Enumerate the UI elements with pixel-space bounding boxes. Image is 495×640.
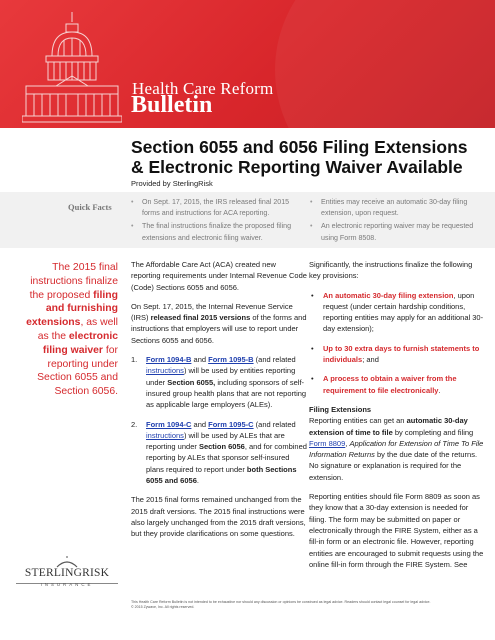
text: ) will be used by entities reporting under: [146, 366, 296, 387]
quick-facts-label: Quick Facts: [68, 202, 112, 212]
text: .: [196, 476, 199, 486]
logo-subtitle: INSURANCE: [40, 582, 94, 587]
bold-text: both Sections 6055 and 6056: [146, 464, 297, 486]
footer-disclaimer: [131, 600, 481, 610]
text: , upon request (under certain hardship conditions, reporting entities may apply for an additional 30-day extension);: [323, 290, 484, 334]
text: , and for combined reporting by ALEs that sponsor self-insured plans required to report under: [146, 442, 307, 474]
quick-fact-item: • On Sept. 17, 2015, the IRS released final 2015 forms and instructions for ACA reporting.: [131, 197, 307, 219]
quick-fact-item: • An electronic reporting waiver may be requested using Form 8508.: [310, 221, 486, 243]
paragraph: [131, 301, 307, 346]
form-1094-b-link[interactable]: Form 1094-B: [146, 355, 192, 365]
text: .: [438, 385, 441, 395]
sterlingrisk-logo: [12, 556, 122, 612]
form-1095-b-link[interactable]: Form 1095-B: [208, 355, 254, 365]
text: ,: [345, 438, 350, 448]
header-banner: [0, 0, 495, 128]
body-column-1: [131, 259, 307, 548]
banner-title-line1: Health Care Reform: [132, 79, 274, 98]
paragraph: [309, 415, 485, 483]
quick-facts-left: [131, 197, 307, 246]
text: ) will be used by ALEs that are reporting under: [146, 430, 285, 452]
quick-facts-right: [310, 197, 486, 246]
text: (and related: [253, 355, 296, 365]
text: by completing and filing: [392, 427, 474, 437]
provisions-list: [309, 290, 485, 396]
capitol-building-icon: [22, 10, 122, 128]
highlight-text: Up to 30 extra days to furnish statements to individuals: [323, 343, 480, 365]
paragraph: The 2015 final forms remained unchanged from the 2015 draft versions. The 2015 final instructions were also largely unchanged from the 2015 draft versions, but they provide clarifications on some questions.: [131, 495, 306, 539]
text: of the forms and instructions that employers will use to report under Sections 6055 and 6056.: [131, 313, 307, 345]
pull-quote: [20, 261, 118, 399]
disclaimer-text: This Health Care Reform Bulletin is not intended to be exhaustive nor should any discussion or opinions be construed as legal advice. Readers should contact legal counsel for legal advice.: [131, 600, 431, 604]
forms-list: [131, 354, 307, 486]
pull-quote-bold: electronic filing waiver: [42, 330, 118, 356]
quick-fact-item: • Entities may receive an automatic 30-day filing extension, upon request.: [310, 197, 486, 219]
highlight-text: An automatic 30-day filing extension: [323, 290, 454, 300]
list-item: [131, 354, 307, 410]
bold-text: automatic 30-day extension of time to file: [309, 416, 468, 437]
body-column-2: [309, 259, 485, 578]
list-item: [309, 373, 485, 396]
quick-fact-item: • The final instructions finalize the proposed filing extensions and electronic filing waiver.: [131, 221, 307, 243]
bold-text: Section 6056: [198, 442, 245, 452]
list-number: 1.: [131, 355, 138, 365]
copyright-text: © 2015 Zywave, Inc. All rights reserved.: [131, 605, 195, 609]
list-item: [131, 419, 307, 487]
paragraph: Reporting entities should file Form 8809 as soon as they know that a 30-day extension is needed for filing. The form may be submitted on paper or electronically through the FIRE System, either as a fill-in form or an electronic file. However, reporting entities are encouraged to submit requests using the online fill-in form through the FIRE System. See: [309, 492, 484, 569]
instructions-b-link[interactable]: instructions: [146, 366, 184, 376]
paragraph: Significantly, the instructions finalize the following key provisions:: [309, 260, 473, 281]
highlight-text: A process to obtain a waiver from the requirement to file electronically: [323, 374, 457, 395]
form-8809-link[interactable]: Form 8809: [309, 438, 346, 448]
text: Reporting entities can get an: [309, 416, 407, 426]
article-title: Section 6055 and 6056 Filing Extensions & Electronic Reporting Waiver Available: [131, 137, 468, 177]
form-1094-c-link[interactable]: Form 1094-C: [146, 419, 192, 429]
banner-decoration: [275, 0, 495, 128]
bold-text: Section 6055,: [167, 377, 216, 387]
logo-name: STERLINGRISK: [24, 567, 110, 579]
text: by the due date of the returns. No signature or explanation is required for the extension.: [309, 450, 478, 482]
banner-title-line2: Bulletin: [131, 92, 213, 118]
text: (and related: [253, 419, 296, 429]
italic-text: Application for Extension of Time To File Information Returns: [309, 438, 484, 460]
text: On Sept. 17, 2015, the Internal Revenue Service (IRS): [131, 301, 293, 323]
list-item: [309, 290, 485, 335]
list-number: 2.: [131, 419, 138, 429]
text: including sponsors of self-insured group health plans that are not reporting as applicable large employers (ALEs).: [146, 377, 307, 410]
pull-quote-text: The 2015 final instructions finalize the proposed: [29, 262, 118, 301]
instructions-c-link[interactable]: instructions: [146, 430, 184, 440]
provided-by: Provided by SterlingRisk: [131, 179, 213, 188]
text: and: [191, 355, 209, 365]
list-item: [309, 343, 485, 366]
text: ; and: [362, 355, 379, 365]
pull-quote-text: , as well as the: [37, 317, 118, 342]
pull-quote-bold: filing and furnishing extensions: [26, 289, 118, 329]
form-1095-c-link[interactable]: Form 1095-C: [208, 419, 254, 429]
paragraph: The Affordable Care Act (ACA) created new reporting requirements under Internal Revenue Code (Code) Sections 6055 and 6056.: [131, 260, 307, 292]
pull-quote-text: for reporting under Section 6055 and Section 6056.: [37, 344, 118, 398]
section-heading: Filing Extensions: [309, 404, 372, 414]
text: and: [191, 419, 209, 429]
bold-text: released final 2015 versions: [150, 313, 251, 323]
